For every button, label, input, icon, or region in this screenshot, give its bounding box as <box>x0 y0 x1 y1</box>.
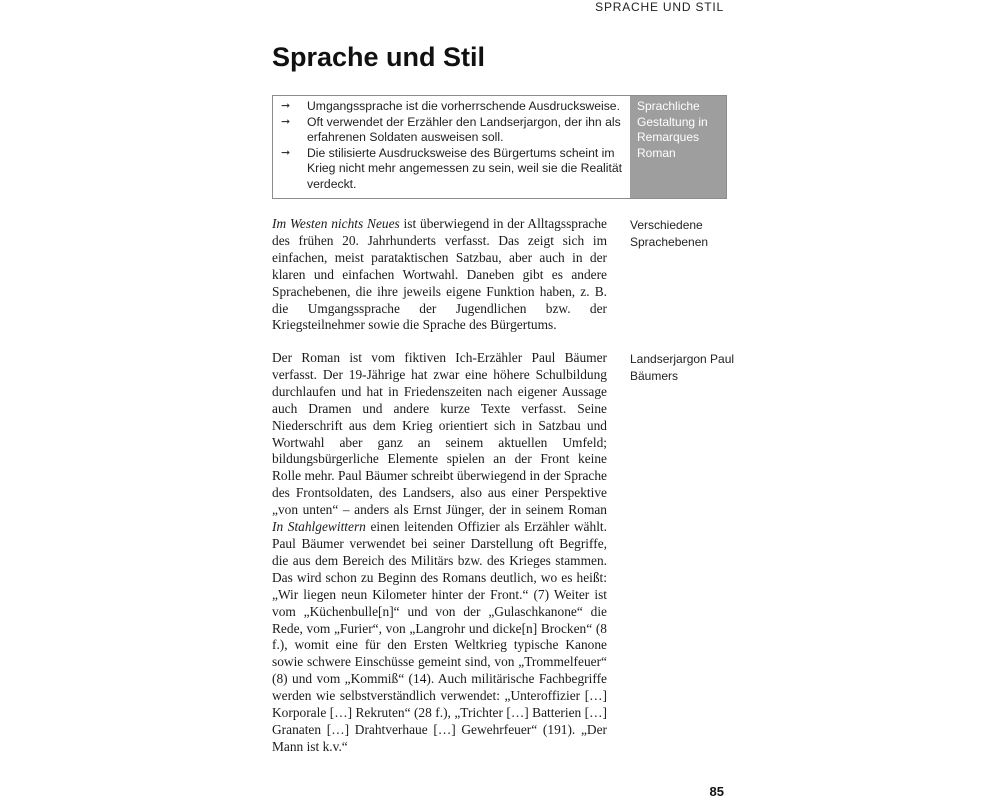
running-head: SPRACHE UND STIL <box>595 0 724 14</box>
page-number: 85 <box>709 784 724 799</box>
margin-note-landserjargon: Landserjargon Paul Bäumers <box>630 352 735 383</box>
summary-item-text: Die stilisierte Ausdrucksweise des Bürgertums scheint im Krieg nicht mehr angemessen zu sein, weil sie die Realität verdeckt. <box>307 145 623 191</box>
summary-list <box>273 96 630 198</box>
book-title: In Stahlgewittern <box>272 519 366 535</box>
arrow-right-icon: ➞ <box>281 146 291 159</box>
arrow-right-icon: ➞ <box>281 100 291 112</box>
summary-box <box>272 95 727 199</box>
book-title: Im Westen nichts Neues <box>272 216 400 231</box>
arrow-right-icon: ➞ <box>281 115 291 128</box>
paragraph-text-before: Der Roman ist vom fiktiven Ich-Erzähler Paul Bäumer verfasst. Der 19-Jährige hat zwar eine höhere Schulbildung durchlaufen und hat in Friedenszeiten nach eigener Aussage auch Dramen und andere kurze Texte verfasst. Seine Niederschrift aus dem Krieg orientiert sich in Satzbau und Wortwahl aber ganz an seinem aktuellen Umfeld; bildungsbürgerliche Elemente spielen an der Front keine Rolle mehr. Paul Bäumer schreibt überwiegend in der Sprache des Frontsoldaten, des Landsers, also aus einer Perspektive „von unten“ – anders als Ernst Jünger, der in seinem Roman <box>272 350 607 518</box>
summary-item-text: Umgangssprache ist die vorherrschende Ausdrucksweise. <box>307 99 620 113</box>
summary-item <box>281 146 626 193</box>
summary-item <box>281 115 626 146</box>
paragraph-text: ist überwiegend in der Alltagssprache des frühen 20. Jahrhunderts verfasst. Das zeigt sich im einfachen, meist parataktischen Satzbau, aber auch in der klaren und einfachen Wortwahl. Daneben gibt es andere Sprachebenen, die ihre jeweils eigene Funktion haben, z. B. die Umgangssprache der Jugendlichen bzw. der Kriegsteilnehmer sowie die Sprache des Bürgertums. <box>272 216 607 333</box>
page-title: Sprache und Stil <box>272 42 486 72</box>
summary-side-label: Sprachliche Gestaltung in Remarques Roman <box>630 96 726 198</box>
summary-item <box>281 99 626 115</box>
margin-note-sprachebenen: Verschiedene Sprachebenen <box>630 218 709 249</box>
summary-item-text: Oft verwendet der Erzähler den Landserjargon, der ihn als erfahrenen Soldaten ausweisen soll. <box>307 114 621 145</box>
body-paragraph-1 <box>272 216 607 334</box>
body-paragraph-2 <box>272 350 607 756</box>
paragraph-text-after: einen leitenden Offizier als Erzähler wählt. Paul Bäumer verwendet bei seiner Darstellung oft Begriffe, die aus dem Bereich des Militärs bzw. des Krieges stammen. Das wird schon zu Beginn des Romans deutlich, wo es heißt: „Wir liegen neun Kilometer hinter der Front.“ (7) Weiter ist vom „Küchenbulle[n]“ und von der „Gulaschkanone“ die Rede, vom „Furier“, von „Langrohr und dicke[n] Brocken“ (8 f.), womit eine für den Ersten Weltkrieg typische Kanone sowie schwere Einschüsse gemeint sind, von „Trommelfeuer“ (8) und vom „Kommiß“ (14). Auch militärische Fachbegriffe werden wie selbstverständlich verwendet: „Unteroffizier […] Korporale […] Rekruten“ (28 f.), „Trichter […] Batterien […] Granaten […] Drahtverhaue […] Gewehrfeuer“ (191). „Der Mann ist k.v.“ <box>272 519 607 754</box>
